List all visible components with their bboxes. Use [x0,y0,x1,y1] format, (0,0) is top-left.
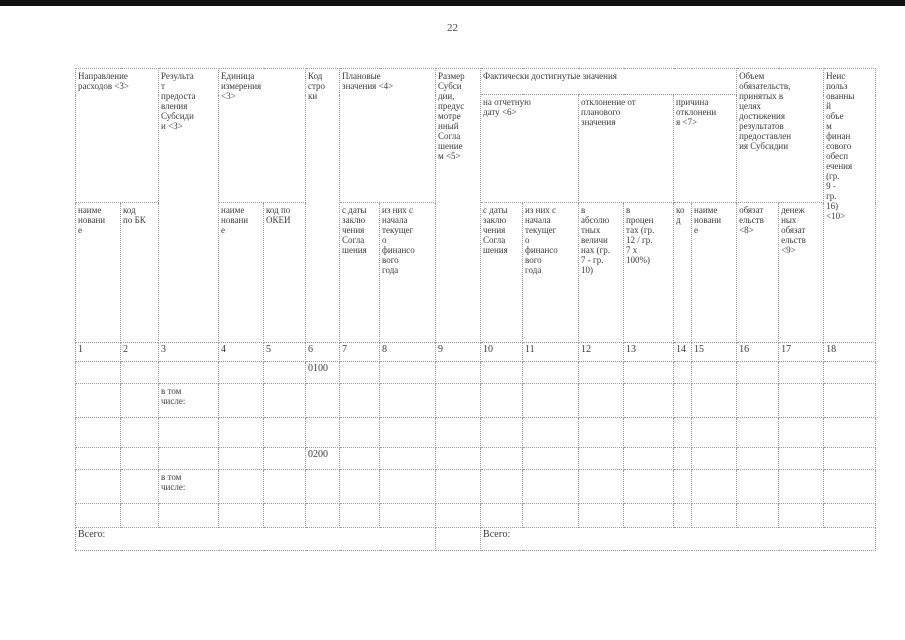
subheader-unit-name: наиме новани е [219,203,264,343]
header-unused: Неис польз ованны й объе м финан сового обесп ечения (гр. 9 - гр. 16) <10> [824,69,876,343]
table-row [76,384,876,418]
header-as-of: на отчетную дату <6> [481,95,579,203]
total-row [76,528,876,551]
subheader-plan-date: с даты заклю чения Согла шения [340,203,380,343]
header-unit: Единица измерения <3> [219,69,306,203]
column-number: 11 [523,343,579,362]
column-number: 8 [380,343,436,362]
subheader-dir-code: код по БК [121,203,159,343]
column-number: 1 [76,343,121,362]
subheader-plan-year: из них с начала текущег о финансо вого года [380,203,436,343]
top-border-line [0,0,905,6]
column-number: 10 [481,343,523,362]
total-label-right: Всего: [481,528,876,551]
header-direction: Направление расходов <3> [76,69,159,203]
row-code-cell: 0200 [306,448,340,470]
column-number-row [76,343,876,362]
column-number: 2 [121,343,159,362]
subheader-dev-abs: в абсолю тных величи нах (гр. 7 - гр. 10) [579,203,624,343]
header-actual: Фактически достигнутые значения [481,69,737,95]
in-that-number-label: в том числе: [159,470,219,504]
column-number: 7 [340,343,380,362]
column-number: 3 [159,343,219,362]
subheader-unit-okei: код по ОКЕИ [264,203,306,343]
column-number: 13 [624,343,674,362]
header-deviation: отклонение от планового значения [579,95,674,203]
subheader-dir-name: наиме новани е [76,203,121,343]
column-number: 15 [692,343,737,362]
in-that-number-label: в том числе: [159,384,219,418]
table-row [76,448,876,470]
column-number: 17 [779,343,824,362]
subheader-reason-name: наиме новани е [692,203,737,343]
header-subsidy-size: Размер Субси дии, предус мотре нный Согла шение м <5> [436,69,481,343]
header-obligations: Объем обязательств, принятых в целях достижения результатов предоставлен ия Субсидии [737,69,824,203]
subheader-fact-date: с даты заклю чения Согла шения [481,203,523,343]
column-number: 5 [264,343,306,362]
column-number: 14 [674,343,692,362]
column-number: 9 [436,343,481,362]
subheader-obl-oblig: обязат ельств <8> [737,203,779,343]
column-number: 16 [737,343,779,362]
report-table [75,68,876,551]
subheader-obl-money: денеж ных обязат ельств <9> [779,203,824,343]
subheader-fact-year: из них с начала текущег о финансо вого года [523,203,579,343]
subheader-dev-pct: в процен тах (гр. 12 / гр. 7 х 100%) [624,203,674,343]
table-row [76,470,876,504]
header-row-code: Код стро ки [306,69,340,343]
row-code-cell: 0100 [306,362,340,384]
header-planned: Плановые значения <4> [340,69,436,203]
column-number: 12 [579,343,624,362]
subheader-reason-code: ко д [674,203,692,343]
column-number: 18 [824,343,876,362]
column-number: 6 [306,343,340,362]
table-row [76,418,876,448]
column-number: 4 [219,343,264,362]
header-deviation-reason: причина отклонени я <7> [674,95,737,203]
table-row [76,504,876,528]
total-label-left: Всего: [76,528,436,551]
table-row [76,362,876,384]
page-number: 22 [447,22,458,34]
header-result: Результа т предоста вления Субсиди и <3> [159,69,219,343]
